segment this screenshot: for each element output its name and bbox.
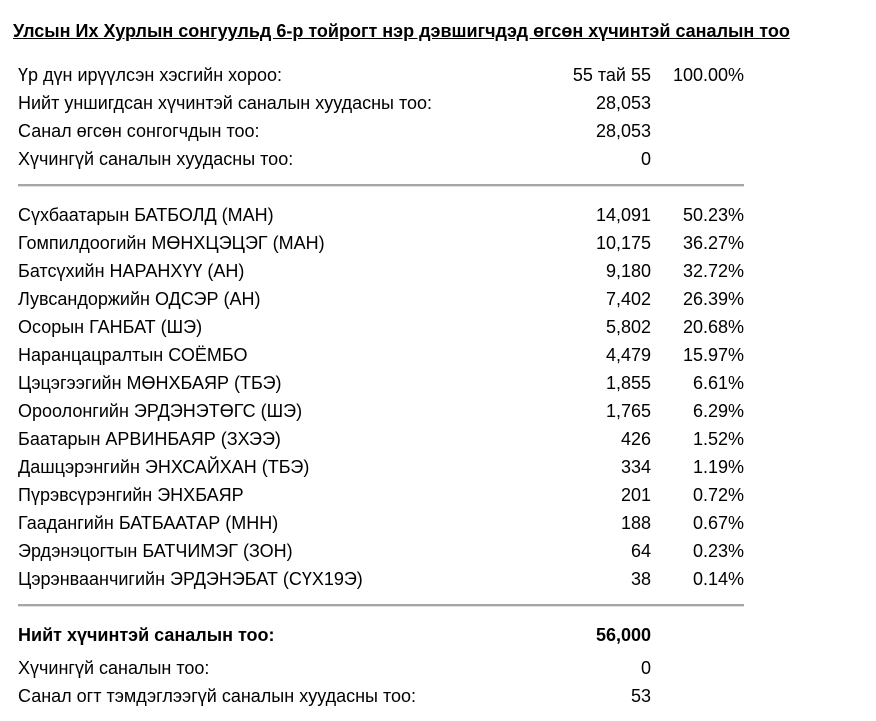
candidate-name: Наранцацралтын СОЁМБО: [18, 345, 248, 365]
total-value: 0: [640, 658, 651, 678]
candidate-percent: 50.23%: [682, 205, 744, 225]
candidate-votes: 64: [630, 541, 651, 561]
candidate-percent: 32.72%: [682, 261, 744, 281]
summary-value: 0: [640, 149, 651, 169]
summary-row-reporting-stations: [18, 61, 748, 89]
candidate-percent: 0.14%: [692, 569, 744, 589]
candidate-row: [18, 537, 748, 565]
candidate-percent: 0.67%: [692, 513, 744, 533]
candidate-row: [18, 565, 748, 593]
candidate-row: [18, 425, 748, 453]
candidate-name: Дашцэрэнгийн ЭНХСАЙХАН (ТБЭ): [18, 457, 310, 477]
summary-label: Санал өгсөн сонгогчдын тоо:: [18, 121, 260, 141]
candidate-votes: 10,175: [595, 233, 651, 253]
summary-label: Хүчингүй саналын хуудасны тоо:: [18, 149, 294, 169]
candidate-name: Гомпилдоогийн МӨНХЦЭЦЭГ (МАН): [18, 233, 325, 253]
summary-value: 55 тай 55: [572, 65, 651, 85]
summary-value: 28,053: [595, 121, 651, 141]
candidate-percent: 6.61%: [692, 373, 744, 393]
candidate-votes: 334: [620, 457, 651, 477]
candidate-votes: 38: [630, 569, 651, 589]
candidate-name: Эрдэнэцогтын БАТЧИМЭГ (ЗОН): [18, 541, 293, 561]
summary-label: Үр дүн ирүүлсэн хэсгийн хороо:: [18, 65, 283, 85]
total-valid-votes-row: [18, 621, 748, 649]
candidate-percent: 0.72%: [692, 485, 744, 505]
candidate-name: Гаадангийн БАТБААТАР (МНН): [18, 513, 279, 533]
candidate-percent: 20.68%: [682, 317, 744, 337]
candidate-votes: 7,402: [605, 289, 651, 309]
candidate-name: Лувсандоржийн ОДСЭР (АН): [18, 289, 261, 309]
candidate-votes: 14,091: [595, 205, 651, 225]
candidate-votes: 201: [620, 485, 651, 505]
total-invalid-votes-row: [18, 654, 748, 682]
candidate-votes: 9,180: [605, 261, 651, 281]
summary-row-invalid-ballots: [18, 145, 748, 173]
candidate-row: [18, 341, 748, 369]
section-divider: [18, 184, 744, 187]
summary-label: Нийт уншигдсан хүчинтэй саналын хуудасны тоо:: [18, 93, 433, 113]
total-label: Нийт хүчинтэй саналын тоо:: [18, 625, 275, 645]
candidate-name: Пүрэвсүрэнгийн ЭНХБАЯР: [18, 485, 244, 505]
candidate-percent: 6.29%: [692, 401, 744, 421]
candidate-row: [18, 229, 748, 257]
candidate-votes: 1,765: [605, 401, 651, 421]
total-label: Хүчингүй саналын тоо:: [18, 658, 210, 678]
candidate-name: Сүхбаатарын БАТБОЛД (МАН): [18, 205, 274, 225]
candidate-row: [18, 257, 748, 285]
candidate-percent: 26.39%: [682, 289, 744, 309]
total-value: 56,000: [595, 625, 651, 645]
candidate-name: Батсүхийн НАРАНХҮҮ (АН): [18, 261, 245, 281]
candidate-votes: 4,479: [605, 345, 651, 365]
total-label: Санал огт тэмдэглээгүй саналын хуудасны тоо:: [18, 686, 417, 706]
candidate-votes: 426: [620, 429, 651, 449]
summary-value: 28,053: [595, 93, 651, 113]
candidate-percent: 0.23%: [692, 541, 744, 561]
candidate-votes: 1,855: [605, 373, 651, 393]
candidate-name: Осорын ГАНБАТ (ШЭ): [18, 317, 203, 337]
candidate-name: Цэцэгээгийн МӨНХБАЯР (ТБЭ): [18, 373, 282, 393]
candidate-name: Цэрэнваанчигийн ЭРДЭНЭБАТ (СҮХ19Э): [18, 569, 363, 589]
candidate-percent: 1.52%: [692, 429, 744, 449]
candidate-percent: 1.19%: [692, 457, 744, 477]
candidate-row: [18, 397, 748, 425]
total-value: 53: [630, 686, 651, 706]
candidate-row: [18, 201, 748, 229]
candidate-name: Ороолонгийн ЭРДЭНЭТӨГС (ШЭ): [18, 401, 303, 421]
summary-row-voters: [18, 117, 748, 145]
section-divider: [18, 604, 744, 607]
candidate-percent: 15.97%: [682, 345, 744, 365]
summary-row-valid-ballots-read: [18, 89, 748, 117]
candidate-votes: 5,802: [605, 317, 651, 337]
total-blank-ballots-row: [18, 682, 748, 710]
candidate-row: [18, 509, 748, 537]
page-title: Улсын Их Хурлын сонгуульд 6-р тойрогт нэр дэвшигчдэд өгсөн хүчинтэй саналын тоо: [13, 21, 790, 41]
candidate-row: [18, 481, 748, 509]
summary-percent: 100.00%: [672, 65, 744, 85]
candidate-name: Баатарын АРВИНБАЯР (ЗХЭЭ): [18, 429, 281, 449]
candidate-row: [18, 313, 748, 341]
candidate-row: [18, 285, 748, 313]
candidate-votes: 188: [620, 513, 651, 533]
candidate-row: [18, 369, 748, 397]
candidate-percent: 36.27%: [682, 233, 744, 253]
candidate-row: [18, 453, 748, 481]
